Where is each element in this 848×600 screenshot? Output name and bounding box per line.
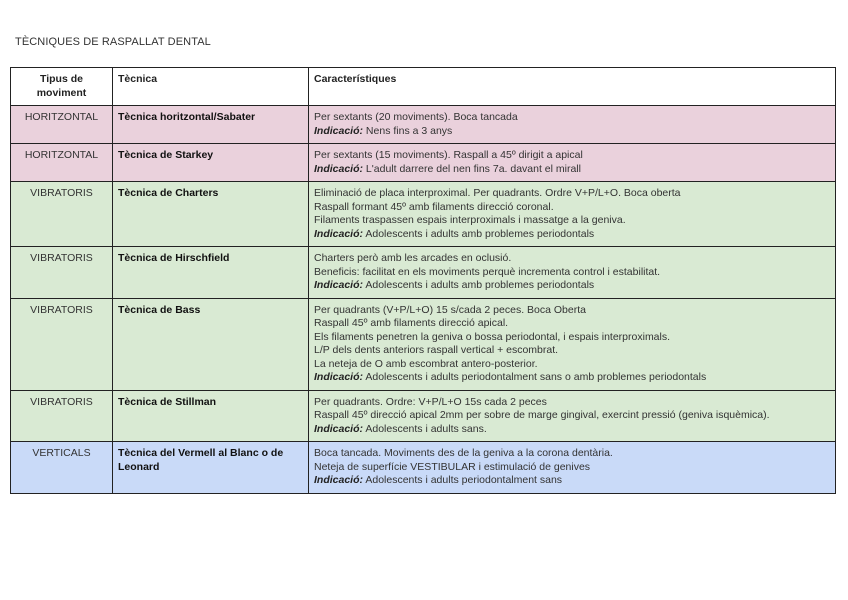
characteristic-line <box>314 461 830 475</box>
table-row <box>11 442 836 494</box>
table-row <box>11 247 836 299</box>
characteristic-line <box>314 214 830 228</box>
characteristic-text: Els filaments penetren la geniva o bossa periodontal, i espais interproximals. <box>314 330 671 343</box>
characteristic-line <box>314 279 830 293</box>
characteristic-text: Raspall 45º direcció apical 2mm per sobre de marge gingival, exercint pressió (geniva isquèmica). <box>314 409 770 421</box>
characteristic-line <box>314 331 830 345</box>
characteristics-cell <box>309 106 836 144</box>
indication-label: Indicació: <box>314 422 364 435</box>
characteristics-cell <box>309 247 836 299</box>
technique-name-cell: Tècnica horitzontal/Sabater <box>113 106 309 144</box>
technique-name-cell: Tècnica del Vermell al Blanc o de Leonard <box>113 442 309 494</box>
characteristic-text: Adolescents i adults periodontalment sans <box>363 474 563 486</box>
characteristic-line <box>314 371 830 385</box>
characteristics-cell <box>309 144 836 182</box>
header-characteristics: Característiques <box>309 68 836 106</box>
indication-label: Indicació: <box>314 371 364 383</box>
characteristics-cell <box>309 298 836 390</box>
movement-type-cell: VIBRATORIS <box>11 247 113 299</box>
characteristic-text: Adolescents i adults periodontalment sans o amb problemes periodontals <box>363 371 707 383</box>
technique-name-cell: Tècnica de Starkey <box>113 144 309 182</box>
characteristic-line <box>314 111 830 125</box>
movement-type-cell: HORITZONTAL <box>11 106 113 144</box>
characteristic-text: Eliminació de placa interproximal. Per quadrants. Ordre V+P/L+O. Boca oberta <box>314 187 681 199</box>
characteristic-line <box>314 423 830 437</box>
document-title: TÈCNIQUES DE RASPALLAT DENTAL <box>15 36 211 48</box>
header-movement-type: Tipus de moviment <box>11 68 113 106</box>
technique-name-cell: Tècnica de Stillman <box>113 390 309 442</box>
movement-type-cell: HORITZONTAL <box>11 144 113 182</box>
characteristic-text: Beneficis: facilitat en els moviments perquè incrementa control i estabilitat. <box>314 265 661 278</box>
characteristic-line <box>314 304 830 318</box>
indication-label: Indicació: <box>314 279 364 291</box>
technique-name-cell: Tècnica de Hirschfield <box>113 247 309 299</box>
movement-type-cell: VIBRATORIS <box>11 390 113 442</box>
characteristic-line <box>314 125 830 139</box>
table-row <box>11 106 836 144</box>
table-row <box>11 182 836 247</box>
characteristic-line <box>314 474 830 488</box>
characteristic-text: Per quadrants (V+P/L+O) 15 s/cada 2 peces. Boca Oberta <box>314 303 586 316</box>
characteristic-line <box>314 409 830 423</box>
characteristic-line <box>314 252 830 266</box>
characteristic-line <box>314 344 830 358</box>
table-body <box>11 106 836 494</box>
table-row <box>11 390 836 442</box>
brushing-techniques-table <box>10 67 836 494</box>
characteristics-cell <box>309 442 836 494</box>
technique-name-cell: Tècnica de Charters <box>113 182 309 247</box>
characteristic-line <box>314 163 830 177</box>
characteristic-text: Adolescents i adults amb problemes periodontals <box>363 227 595 240</box>
characteristic-line <box>314 266 830 280</box>
characteristic-line <box>314 447 830 461</box>
movement-type-cell: VERTICALS <box>11 442 113 494</box>
movement-type-cell: VIBRATORIS <box>11 182 113 247</box>
characteristic-text: Raspall 45º amb filaments direcció apical. <box>314 317 509 329</box>
indication-label: Indicació: <box>314 474 364 486</box>
characteristic-line <box>314 187 830 201</box>
indication-label: Indicació: <box>314 124 364 137</box>
characteristic-text: Per sextants (15 moviments). Raspall a 45º dirigit a apical <box>314 149 583 161</box>
characteristic-line <box>314 149 830 163</box>
characteristic-text: Filaments traspassen espais interproximals i massatge a la geniva. <box>314 214 626 226</box>
indication-label: Indicació: <box>314 162 364 175</box>
characteristic-text: La neteja de O amb escombrat antero-posterior. <box>314 357 538 370</box>
characteristic-text: L'adult darrere del nen fins 7a. davant el mirall <box>363 162 581 175</box>
characteristic-line <box>314 201 830 215</box>
characteristics-cell <box>309 390 836 442</box>
characteristic-text: Charters però amb les arcades en oclusió. <box>314 252 512 264</box>
characteristic-text: Raspall formant 45º amb filaments direcció coronal. <box>314 200 554 213</box>
characteristic-line <box>314 317 830 331</box>
characteristic-text: Neteja de superfície VESTIBULAR i estimulació de genives <box>314 460 591 473</box>
characteristic-line <box>314 358 830 372</box>
characteristic-text: Per quadrants. Ordre: V+P/L+O 15s cada 2 peces <box>314 395 547 408</box>
characteristics-cell <box>309 182 836 247</box>
table-header-row <box>11 68 836 106</box>
characteristic-text: Per sextants (20 moviments). Boca tancada <box>314 111 518 123</box>
technique-name-cell: Tècnica de Bass <box>113 298 309 390</box>
indication-label: Indicació: <box>314 227 364 240</box>
characteristic-line <box>314 228 830 242</box>
header-technique: Tècnica <box>113 68 309 106</box>
characteristic-text: Adolescents i adults amb problemes periodontals <box>363 279 595 291</box>
table-row <box>11 144 836 182</box>
characteristic-text: L/P dels dents anteriors raspall vertical + escombrat. <box>314 344 559 356</box>
characteristic-text: Boca tancada. Moviments des de la geniva a la corona dentària. <box>314 447 613 459</box>
movement-type-cell: VIBRATORIS <box>11 298 113 390</box>
characteristic-text: Nens fins a 3 anys <box>363 124 453 137</box>
characteristic-text: Adolescents i adults sans. <box>363 422 487 435</box>
table-row <box>11 298 836 390</box>
characteristic-line <box>314 396 830 410</box>
